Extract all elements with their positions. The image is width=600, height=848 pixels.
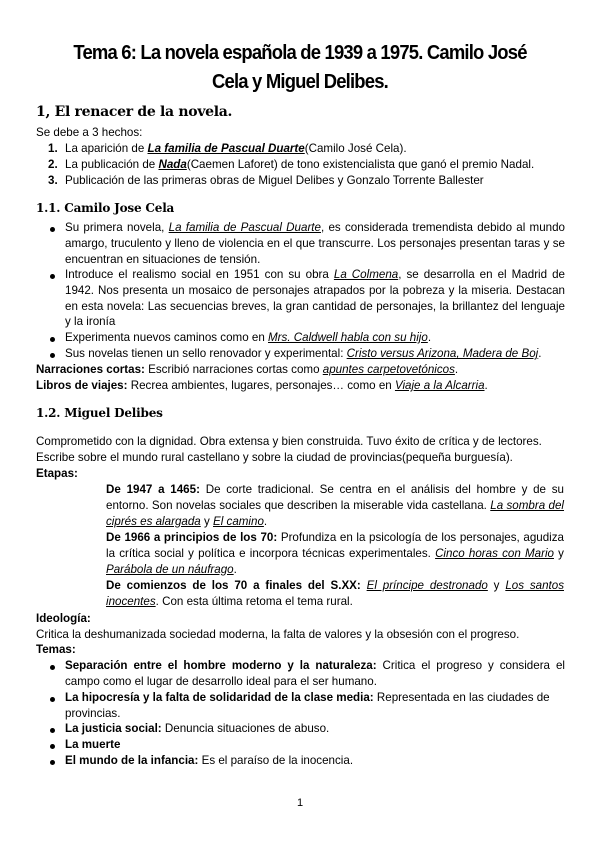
etapa-3 [106,578,564,610]
book-link-el-camino[interactable]: El camino [213,514,264,528]
text: Representada en las ciudades de provincias. [65,691,550,720]
tema-item [65,690,565,722]
text: Denuncia situaciones de abuso. [161,722,330,735]
delibes-intro: Comprometido con la dignidad. Obra extensa y bien construida. Tuvo éxito de crítica y de lectores. Escribe sobre el mundo rural castellano y sobre la ciudad de provincias(pequeña burguesía). [36,435,542,464]
section-intro: Se debe a 3 hechos: [36,126,143,139]
text: . [484,379,488,392]
list-item-text: La aparición de [65,142,148,155]
list-item-text: . [538,347,542,360]
page-number: 1 [296,797,304,809]
label: La muerte [65,738,121,751]
subsection-heading-delibes: 1.2. Miguel Delibes [36,406,163,420]
book-link-mrs-caldwell[interactable]: Mrs. Caldwell habla con su hijo [268,331,428,344]
text: . [454,363,459,376]
bullet [50,227,55,232]
list-item-text: , es considerada tremendista debido al mundo amargo, truculento y lleno de violencia en el que transcurre. Los personajes presentan taras y se encuentran en situaciones de tensión. [65,221,565,266]
list-item-text: Publicación de las primeras obras de Miguel Delibes y Gonzalo Torrente Ballester [65,174,484,187]
book-link-viaje-alcarria[interactable]: Viaje a la Alcarria [394,379,485,392]
list-item-text: (Caemen Laforet) de tono existencialista que ganó el premio Nadal. [186,158,535,171]
ideologia-label [36,611,91,627]
label: De 1966 a principios de los 70: [106,531,278,544]
book-link-pascual-duarte[interactable]: La familia de Pascual Duarte [147,142,305,155]
tema-item [65,737,565,753]
book-link-parabola[interactable]: Parábola de un náufrago [106,562,234,576]
book-link-cinco-horas[interactable]: Cinco horas con Mario [435,546,554,560]
label: Temas: [36,643,76,656]
list-item-text: . [427,331,432,344]
ideologia-text: Critica la deshumanizada sociedad moderna, la falta de valores y la obsesión con el progreso. [36,628,520,641]
text: De corte tradicional. Se centra en el análisis del hombre y de su entorno. Son novelas sociales que describen la miserable vida castellana. [106,483,564,512]
label: De comienzos de los 70 a finales del S.XX: [106,579,361,592]
text: Recrea ambientes, lugares, personajes… como en [127,379,395,392]
etapa-2 [106,530,564,577]
bullet [50,744,55,749]
bullet [50,697,55,702]
bullet [50,274,55,279]
page-title: Tema 6: La novela española de 1939 a 1975. Camilo José Cela y Miguel Delibes. [73,41,527,93]
book-link-santos-inocentes[interactable]: Los santos inocentes [106,579,564,608]
list-item [65,157,575,173]
text: . Con esta última retoma el tema rural. [155,594,353,608]
label: Libros de viajes: [36,379,128,392]
book-link-la-colmena[interactable]: La Colmena [333,268,399,281]
list-item [65,267,565,330]
list-item [65,141,565,157]
temas-label [36,642,76,658]
book-link-sombra-cipres[interactable]: La sombra del ciprés es alargada [106,498,565,528]
label: La hipocresía y la falta de solidaridad de la clase media: [65,691,374,704]
etapa-1 [106,482,564,529]
bullet [50,665,55,670]
label: La justicia social: [65,722,162,735]
label: El mundo de la infancia: [65,754,199,767]
text: Es el paraíso de la inocencia. [198,754,354,767]
narraciones-cortas-line [36,362,576,378]
text: y [487,579,506,592]
section-heading-renacer: 1, El renacer de la novela. [36,104,233,120]
bullet [50,337,55,342]
label: Ideología: [36,612,91,625]
text: y [200,514,213,528]
list-item [65,173,575,189]
tema-item [65,658,565,690]
list-item-text: , se desarrolla en el Madrid de 1942. Nos presenta un mosaico de personajes atrapados por la pobreza y la miseria. Destacan en esta novela: Las secuencias breves, la gran cantidad de personajes, la brillantez del lenguaje y la ironía [65,268,566,329]
list-item-text: Su primera novela, [65,221,169,234]
label: Narraciones cortas: [36,363,145,376]
book-link-principe-destronado[interactable]: El príncipe destronado [366,579,488,592]
list-number: 3. [48,174,58,187]
label: De 1947 a 1465: [106,483,200,496]
list-item-text: Experimenta nuevos caminos como en [65,331,268,344]
list-number: 2. [48,158,58,171]
label: Separación entre el hombre moderno y la naturaleza: [65,659,377,672]
subsection-heading-cela: 1.1. Camilo Jose Cela [36,201,175,215]
text: . [233,562,237,576]
list-item [65,330,565,346]
tema-item [65,753,565,769]
book-link-pascual-duarte[interactable]: La familia de Pascual Duarte [168,221,321,234]
text: Profundiza en la psicología de los personajes, agudiza la crítica social y política e incorpora técnicas experimentales. [106,531,564,560]
text: Escribió narraciones cortas como [144,363,323,376]
bullet [50,760,55,765]
bullet [50,728,55,733]
list-item-text: Sus novelas tienen un sello renovador y experimental: [65,347,347,360]
bullet [50,353,55,358]
text: . [263,514,268,528]
tema-item [65,721,565,737]
list-item-text: La publicación de [65,158,159,171]
libros-viajes-line [36,378,576,394]
list-item [65,220,565,267]
book-link-apuntes[interactable]: apuntes carpetovetónicos [322,363,455,376]
list-number: 1. [48,142,58,155]
list-item-text: Introduce el realismo social en 1951 con su obra [65,268,334,281]
text: y [553,546,564,560]
book-link-nada[interactable]: Nada [158,158,187,171]
label: Etapas: [36,467,78,480]
list-item-text: (Camilo José Cela). [304,142,407,155]
list-item [65,346,570,362]
book-link-cristo-versus-arizona[interactable]: Cristo versus Arizona, Madera de Boj [346,347,539,360]
etapas-label [36,466,78,482]
text: Critica el progreso y considera el campo como el lugar de desarrollo ideal para el ser humano. [65,659,565,688]
